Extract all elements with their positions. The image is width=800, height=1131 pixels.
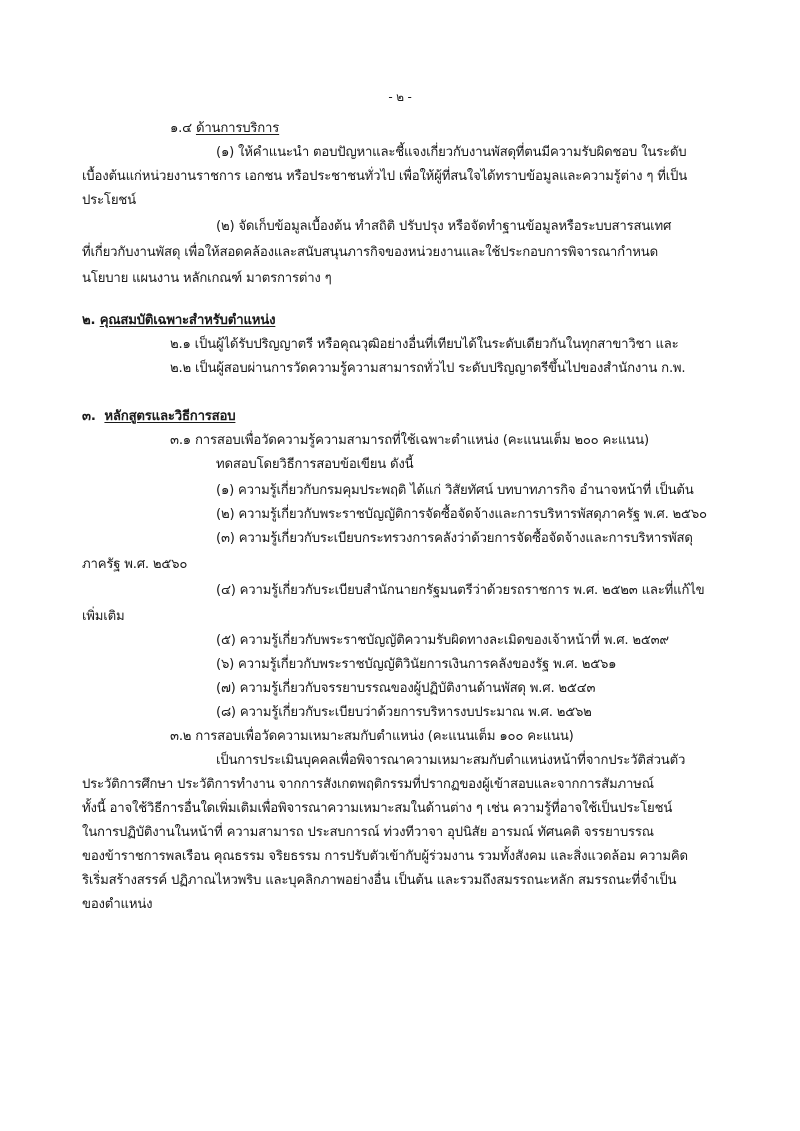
- exam-topic: (๕) ความรู้เกี่ยวกับพระราชบัญญัติความรับผิดทางละเมิดของเจ้าหน้าที่ พ.ศ. ๒๕๓๙: [216, 633, 669, 648]
- section-number: ๒.: [82, 313, 96, 328]
- paragraph-line: ประวัติการศึกษา ประวัติการทำงาน จากการสังเกตพฤติกรรมที่ปรากฏของผู้เข้าสอบและจากการสัมภาษณ์: [82, 777, 654, 792]
- exam-topic-continued: ภาครัฐ พ.ศ. ๒๕๖๐: [82, 557, 188, 572]
- paragraph-line: (๒) จัดเก็บข้อมูลเบื้องต้น ทำสถิติ ปรับปรุง หรือจัดทำฐานข้อมูลหรือระบบสารสนเทศ: [216, 219, 672, 234]
- subsection-3-1-desc: ทดสอบโดยวิธีการสอบข้อเขียน ดังนี้: [216, 457, 414, 472]
- exam-topic: (๒) ความรู้เกี่ยวกับพระราชบัญญัติการจัดซื้อจัดจ้างและการบริหารพัสดุภาครัฐ พ.ศ. ๒๕๖๐: [216, 507, 707, 522]
- exam-topic: (๘) ความรู้เกี่ยวกับระเบียบว่าด้วยการบริหารงบประมาณ พ.ศ. ๒๕๖๒: [216, 705, 592, 720]
- section-title: หลักสูตรและวิธีการสอบ: [104, 409, 236, 424]
- paragraph-line: เบื้องต้นแก่หน่วยงานราชการ เอกชน หรือประชาชนทั่วไป เพื่อให้ผู้ที่สนใจได้ทราบข้อมูลและความรู้ต่าง ๆ ที่เป็น: [82, 169, 688, 184]
- paragraph-line: ในการปฏิบัติงานในหน้าที่ ความสามารถ ประสบการณ์ ท่วงทีวาจา อุปนิสัย อารมณ์ ทัศนคติ จรรยาบรรณ: [82, 825, 654, 840]
- section-title: คุณสมบัติเฉพาะสำหรับตำแหน่ง: [99, 313, 276, 328]
- qualification-item: ๒.๒ เป็นผู้สอบผ่านการวัดความรู้ความสามารถทั่วไป ระดับปริญญาตรีขึ้นไปของสำนักงาน ก.พ.: [170, 361, 686, 376]
- paragraph-line: ทั้งนี้ อาจใช้วิธีการอื่นใดเพิ่มเติมเพื่อพิจารณาความเหมาะสมในด้านต่าง ๆ เช่น ความรู้ที่อาจใช้เป็นประโยชน์: [82, 801, 673, 816]
- paragraph-line: เป็นการประเมินบุคคลเพื่อพิจารณาความเหมาะสมกับตำแหน่งหน้าที่จากประวัติส่วนตัว: [216, 753, 686, 768]
- paragraph-line: ของตำแหน่ง: [82, 897, 153, 912]
- section-number: ๓.: [82, 409, 96, 424]
- section-number: ๑.๔: [170, 121, 192, 136]
- exam-topic: (๓) ความรู้เกี่ยวกับระเบียบกระทรวงการคลังว่าด้วยการจัดซื้อจัดจ้างและการบริหารพัสดุ: [216, 531, 693, 546]
- paragraph-line: ริเริ่มสร้างสรรค์ ปฏิภาณไหวพริบ และบุคลิกภาพอย่างอื่น เป็นต้น และรวมถึงสมรรถนะหลัก สมรรถนะที่จำเป็น: [82, 873, 677, 888]
- exam-topic: (๔) ความรู้เกี่ยวกับระเบียบสำนักนายกรัฐมนตรีว่าด้วยรถราชการ พ.ศ. ๒๕๒๓ และที่แก้ไข: [216, 583, 705, 598]
- subsection-3-1-heading: ๓.๑ การสอบเพื่อวัดความรู้ความสามารถที่ใช้เฉพาะตำแหน่ง (คะแนนเต็ม ๒๐๐ คะแนน): [170, 433, 649, 448]
- page-number: - ๒ -: [388, 90, 412, 104]
- section-title: ด้านการบริการ: [195, 121, 280, 136]
- exam-topic: (๖) ความรู้เกี่ยวกับพระราชบัญญัติวินัยการเงินการคลังของรัฐ พ.ศ. ๒๕๖๑: [216, 657, 617, 672]
- paragraph-line: นโยบาย แผนงาน หลักเกณฑ์ มาตรการต่าง ๆ: [82, 271, 332, 286]
- section-3-heading: [82, 408, 235, 426]
- paragraph-line: ของข้าราชการพลเรือน คุณธรรม จริยธรรม การปรับตัวเข้ากับผู้ร่วมงาน รวมทั้งสังคม และสิ่งแวดล้อม ความคิด: [82, 849, 688, 864]
- paragraph-line: (๑) ให้คำแนะนำ ตอบปัญหาและชี้แจงเกี่ยวกับงานพัสดุที่ตนมีความรับผิดชอบ ในระดับ: [216, 145, 687, 160]
- qualification-item: ๒.๑ เป็นผู้ได้รับปริญญาตรี หรือคุณวุฒิอย่างอื่นที่เทียบได้ในระดับเดียวกันในทุกสาขาวิชา และ: [170, 337, 679, 352]
- paragraph-line: ประโยชน์: [82, 193, 136, 208]
- section-2-heading: [82, 312, 275, 330]
- exam-topic-continued: เพิ่มเติม: [82, 609, 125, 624]
- section-1-4-heading: [170, 120, 279, 138]
- paragraph-line: ที่เกี่ยวกับงานพัสดุ เพื่อให้สอดคล้องและสนับสนุนภารกิจของหน่วยงานและใช้ประกอบการพิจารณากำหนด: [82, 245, 658, 260]
- exam-topic: (๗) ความรู้เกี่ยวกับจรรยาบรรณของผู้ปฏิบัติงานด้านพัสดุ พ.ศ. ๒๕๔๓: [216, 681, 596, 696]
- subsection-3-2-heading: ๓.๒ การสอบเพื่อวัดความเหมาะสมกับตำแหน่ง (คะแนนเต็ม ๑๐๐ คะแนน): [170, 729, 574, 744]
- exam-topic: (๑) ความรู้เกี่ยวกับกรมคุมประพฤติ ได้แก่ วิสัยทัศน์ บทบาทภารกิจ อำนาจหน้าที่ เป็นต้น: [216, 483, 694, 498]
